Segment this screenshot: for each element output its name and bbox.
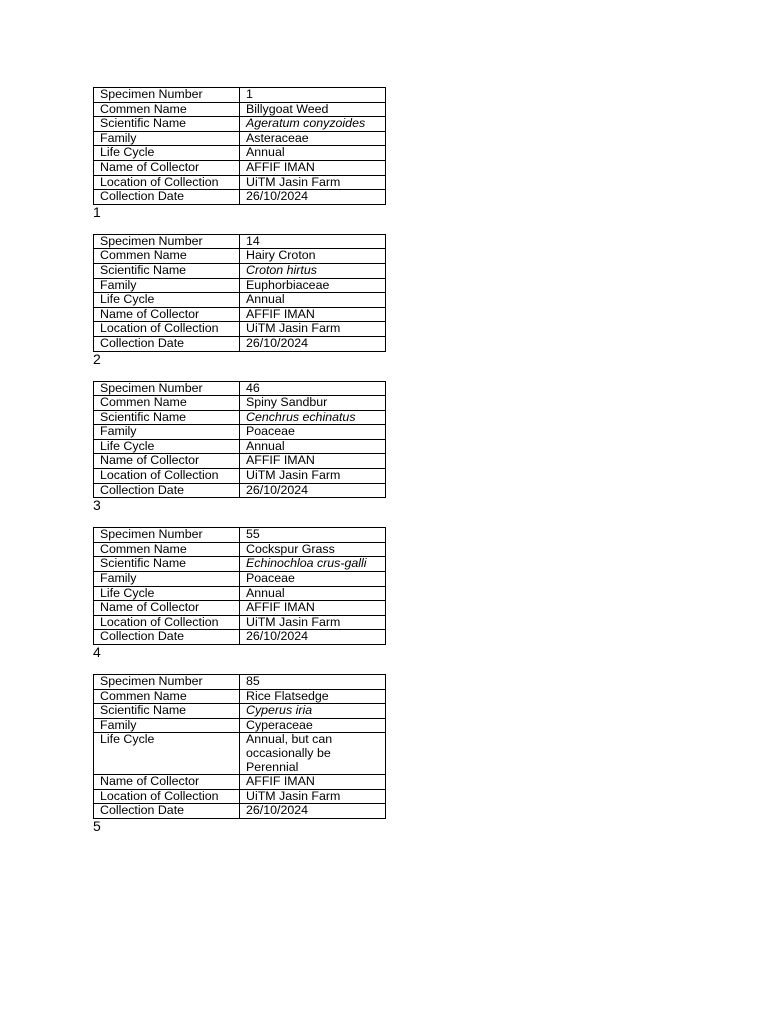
field-label-family: Family <box>94 572 240 587</box>
table-row <box>94 572 386 587</box>
table-row <box>94 88 386 103</box>
field-value-location: UiTM Jasin Farm <box>240 789 386 804</box>
table-row <box>94 322 386 337</box>
field-value-common-name: Cockspur Grass <box>240 542 386 557</box>
specimen-table <box>93 381 386 499</box>
field-value-date: 26/10/2024 <box>240 483 386 498</box>
field-value-life-cycle: Annual <box>240 293 386 308</box>
table-row <box>94 718 386 733</box>
field-label-date: Collection Date <box>94 630 240 645</box>
specimen-table <box>93 527 386 645</box>
table-row <box>94 542 386 557</box>
table-row <box>94 601 386 616</box>
table-row <box>94 557 386 572</box>
field-value-date: 26/10/2024 <box>240 336 386 351</box>
field-value-collector: AFFIF IMAN <box>240 775 386 790</box>
field-label-common-name: Commen Name <box>94 396 240 411</box>
field-label-life-cycle: Life Cycle <box>94 439 240 454</box>
field-label-location: Location of Collection <box>94 322 240 337</box>
field-label-family: Family <box>94 425 240 440</box>
field-label-date: Collection Date <box>94 190 240 205</box>
specimen-table <box>93 674 386 819</box>
field-label-life-cycle: Life Cycle <box>94 586 240 601</box>
table-row <box>94 454 386 469</box>
field-value-common-name: Spiny Sandbur <box>240 396 386 411</box>
field-label-specimen-number: Specimen Number <box>94 88 240 103</box>
field-label-scientific-name: Scientific Name <box>94 117 240 132</box>
field-label-scientific-name: Scientific Name <box>94 410 240 425</box>
field-label-family: Family <box>94 718 240 733</box>
table-row <box>94 234 386 249</box>
table-row <box>94 689 386 704</box>
field-value-collector: AFFIF IMAN <box>240 160 386 175</box>
table-row <box>94 396 386 411</box>
field-value-scientific-name: Echinochloa crus-galli <box>240 557 386 572</box>
table-row <box>94 190 386 205</box>
field-value-common-name: Billygoat Weed <box>240 102 386 117</box>
field-label-specimen-number: Specimen Number <box>94 675 240 690</box>
field-label-location: Location of Collection <box>94 469 240 484</box>
field-value-location: UiTM Jasin Farm <box>240 615 386 630</box>
table-row <box>94 615 386 630</box>
specimen-block <box>93 234 393 367</box>
table-row <box>94 263 386 278</box>
field-label-collector: Name of Collector <box>94 307 240 322</box>
field-value-common-name: Rice Flatsedge <box>240 689 386 704</box>
table-row <box>94 102 386 117</box>
specimen-caption: 1 <box>93 203 101 220</box>
field-label-common-name: Commen Name <box>94 689 240 704</box>
field-value-date: 26/10/2024 <box>240 190 386 205</box>
field-value-family: Euphorbiaceae <box>240 278 386 293</box>
field-value-collector: AFFIF IMAN <box>240 454 386 469</box>
field-value-collector: AFFIF IMAN <box>240 307 386 322</box>
table-row <box>94 789 386 804</box>
specimen-caption: 2 <box>93 350 101 367</box>
table-row <box>94 410 386 425</box>
field-value-family: Poaceae <box>240 572 386 587</box>
field-label-life-cycle: Life Cycle <box>94 733 240 775</box>
specimen-caption: 4 <box>93 644 101 660</box>
field-value-life-cycle: Annual <box>240 146 386 161</box>
field-label-date: Collection Date <box>94 483 240 498</box>
field-label-date: Collection Date <box>94 804 240 819</box>
field-label-life-cycle: Life Cycle <box>94 146 240 161</box>
field-value-specimen-number: 14 <box>240 234 386 249</box>
table-row <box>94 586 386 601</box>
field-label-collector: Name of Collector <box>94 601 240 616</box>
field-label-collector: Name of Collector <box>94 160 240 175</box>
field-value-scientific-name: Ageratum conyzoides <box>240 117 386 132</box>
field-label-location: Location of Collection <box>94 789 240 804</box>
field-value-specimen-number: 46 <box>240 381 386 396</box>
field-value-specimen-number: 1 <box>240 88 386 103</box>
field-value-scientific-name: Cenchrus echinatus <box>240 410 386 425</box>
field-value-specimen-number: 85 <box>240 675 386 690</box>
field-value-collector: AFFIF IMAN <box>240 601 386 616</box>
field-label-scientific-name: Scientific Name <box>94 704 240 719</box>
specimen-table <box>93 87 386 205</box>
field-value-location: UiTM Jasin Farm <box>240 469 386 484</box>
field-label-specimen-number: Specimen Number <box>94 381 240 396</box>
field-value-family: Poaceae <box>240 425 386 440</box>
specimen-block <box>93 381 393 514</box>
table-row <box>94 439 386 454</box>
table-row <box>94 278 386 293</box>
table-row <box>94 307 386 322</box>
table-row <box>94 249 386 264</box>
table-row <box>94 336 386 351</box>
table-row <box>94 175 386 190</box>
field-label-collector: Name of Collector <box>94 775 240 790</box>
field-value-location: UiTM Jasin Farm <box>240 175 386 190</box>
table-row <box>94 146 386 161</box>
specimen-block <box>93 527 393 660</box>
table-row <box>94 630 386 645</box>
table-row <box>94 675 386 690</box>
table-row <box>94 704 386 719</box>
field-value-life-cycle: Annual <box>240 439 386 454</box>
table-row <box>94 733 386 775</box>
field-label-specimen-number: Specimen Number <box>94 528 240 543</box>
field-value-family: Asteraceae <box>240 131 386 146</box>
field-label-location: Location of Collection <box>94 615 240 630</box>
table-row <box>94 469 386 484</box>
table-row <box>94 381 386 396</box>
specimen-block <box>93 87 393 220</box>
field-label-family: Family <box>94 131 240 146</box>
specimen-list <box>93 87 393 848</box>
field-label-specimen-number: Specimen Number <box>94 234 240 249</box>
field-label-common-name: Commen Name <box>94 249 240 264</box>
specimen-caption: 5 <box>93 817 101 834</box>
field-value-date: 26/10/2024 <box>240 804 386 819</box>
specimen-caption: 3 <box>93 497 101 514</box>
field-label-date: Collection Date <box>94 336 240 351</box>
field-value-location: UiTM Jasin Farm <box>240 322 386 337</box>
specimen-block <box>93 674 393 834</box>
table-row <box>94 425 386 440</box>
table-row <box>94 528 386 543</box>
field-label-collector: Name of Collector <box>94 454 240 469</box>
field-value-date: 26/10/2024 <box>240 630 386 645</box>
field-value-life-cycle: Annual, but can occasionally be Perennial <box>240 733 386 775</box>
field-label-common-name: Commen Name <box>94 102 240 117</box>
field-value-specimen-number: 55 <box>240 528 386 543</box>
table-row <box>94 131 386 146</box>
table-row <box>94 293 386 308</box>
table-row <box>94 483 386 498</box>
field-label-scientific-name: Scientific Name <box>94 557 240 572</box>
table-row <box>94 804 386 819</box>
field-value-life-cycle: Annual <box>240 586 386 601</box>
field-label-common-name: Commen Name <box>94 542 240 557</box>
field-value-scientific-name: Croton hirtus <box>240 263 386 278</box>
table-row <box>94 117 386 132</box>
field-value-family: Cyperaceae <box>240 718 386 733</box>
table-row <box>94 160 386 175</box>
field-label-life-cycle: Life Cycle <box>94 293 240 308</box>
field-label-scientific-name: Scientific Name <box>94 263 240 278</box>
table-row <box>94 775 386 790</box>
field-value-scientific-name: Cyperus iria <box>240 704 386 719</box>
specimen-table <box>93 234 386 352</box>
field-value-common-name: Hairy Croton <box>240 249 386 264</box>
field-label-location: Location of Collection <box>94 175 240 190</box>
field-label-family: Family <box>94 278 240 293</box>
